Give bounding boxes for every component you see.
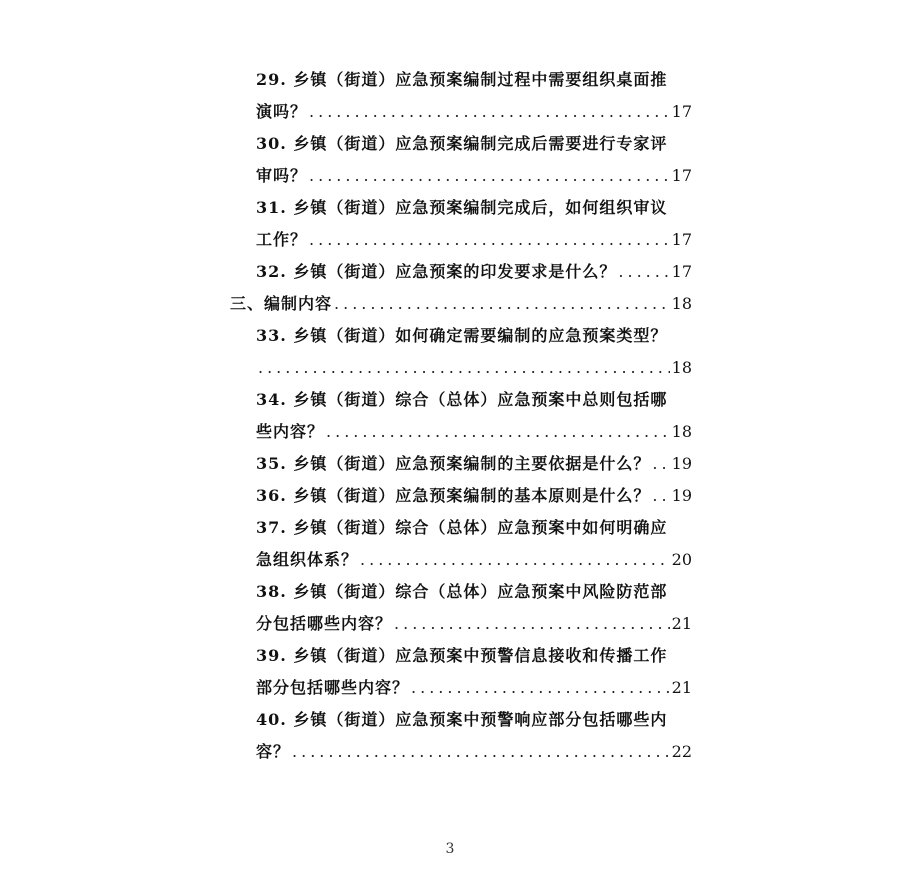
toc-page-number: 17 <box>671 230 692 249</box>
table-of-contents <box>230 64 692 768</box>
leader-dots <box>292 736 670 768</box>
toc-page-number: 22 <box>671 742 692 761</box>
toc-entry-text: 39. 乡镇（街道）应急预案中预警信息接收和传播工作 <box>256 646 668 665</box>
toc-page-number: 20 <box>671 550 692 569</box>
toc-entry-text: 容？ <box>256 742 291 761</box>
toc-entry-text: 35. 乡镇（街道）应急预案编制的主要依据是什么？ <box>256 454 651 473</box>
toc-page-number: 17 <box>671 166 692 185</box>
toc-entry-text: 些内容？ <box>256 422 325 441</box>
toc-entry-text: 37. 乡镇（街道）综合（总体）应急预案中如何明确应 <box>256 518 668 537</box>
toc-entry-40[interactable] <box>230 704 692 768</box>
toc-entry-37[interactable] <box>230 512 692 576</box>
toc-entry-text: 38. 乡镇（街道）综合（总体）应急预案中风险防范部 <box>256 582 668 601</box>
toc-entry-text: 急组织体系？ <box>256 550 359 569</box>
leader-dots <box>652 480 669 512</box>
leader-dots <box>309 96 670 128</box>
toc-entry-text: 36. 乡镇（街道）应急预案编制的基本原则是什么？ <box>256 486 651 505</box>
leader-dots <box>326 416 670 448</box>
toc-entry-text: 31. 乡镇（街道）应急预案编制完成后，如何组织审议 <box>256 198 668 217</box>
leader-dots <box>394 608 670 640</box>
page-number: 3 <box>445 841 455 857</box>
toc-entry-31[interactable] <box>230 192 692 256</box>
toc-entry-text: 32. 乡镇（街道）应急预案的印发要求是什么？ <box>256 262 617 281</box>
toc-page-number: 18 <box>671 294 692 313</box>
toc-entry-text: 工作？ <box>256 230 308 249</box>
toc-page-number: 19 <box>671 486 692 505</box>
toc-page-number: 18 <box>671 358 692 377</box>
leader-dots <box>618 256 669 288</box>
toc-entry-35[interactable] <box>230 448 692 480</box>
toc-entry-39[interactable] <box>230 640 692 704</box>
toc-page-number: 21 <box>671 678 692 697</box>
leader-dots <box>360 544 670 576</box>
toc-entry-text: 演吗？ <box>256 102 308 121</box>
toc-entry-32[interactable] <box>230 256 692 288</box>
leader-dots <box>652 448 669 480</box>
toc-page-number: 17 <box>671 102 692 121</box>
toc-entry-text: 29. 乡镇（街道）应急预案编制过程中需要组织桌面推 <box>256 70 668 89</box>
leader-dots <box>258 352 670 384</box>
toc-entry-text: 分包括哪些内容？ <box>256 614 393 633</box>
toc-entry-29[interactable] <box>230 64 692 128</box>
leader-dots <box>309 160 670 192</box>
toc-section-title: 三、编制内容 <box>230 294 333 313</box>
leader-dots <box>334 288 670 320</box>
toc-entry-34[interactable] <box>230 384 692 448</box>
leader-dots <box>309 224 670 256</box>
toc-page-number: 21 <box>671 614 692 633</box>
toc-page-number: 19 <box>671 454 692 473</box>
toc-entry-text: 30. 乡镇（街道）应急预案编制完成后需要进行专家评 <box>256 134 668 153</box>
toc-entry-36[interactable] <box>230 480 692 512</box>
toc-entry-text: 33. 乡镇（街道）如何确定需要编制的应急预案类型？ <box>256 326 668 345</box>
toc-entry-text: 34. 乡镇（街道）综合（总体）应急预案中总则包括哪 <box>256 390 668 409</box>
toc-entry-38[interactable] <box>230 576 692 640</box>
toc-page-number: 18 <box>671 422 692 441</box>
toc-page-number: 17 <box>671 262 692 281</box>
toc-entry-text: 审吗？ <box>256 166 308 185</box>
toc-section-3[interactable] <box>230 288 692 320</box>
toc-entry-text: 40. 乡镇（街道）应急预案中预警响应部分包括哪些内 <box>256 710 668 729</box>
toc-entry-33[interactable] <box>230 320 692 384</box>
toc-entry-text: 部分包括哪些内容？ <box>256 678 410 697</box>
leader-dots <box>411 672 670 704</box>
toc-entry-30[interactable] <box>230 128 692 192</box>
